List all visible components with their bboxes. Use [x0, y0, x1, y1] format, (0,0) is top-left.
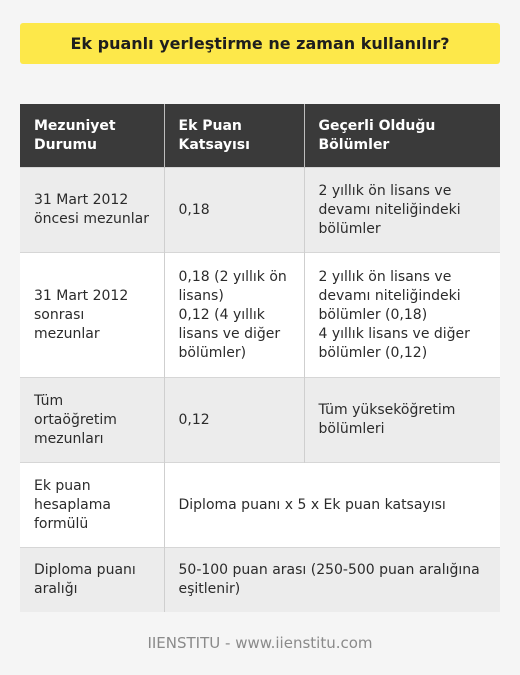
footer-credit: IIENSTITU - www.iienstitu.com: [147, 634, 373, 652]
cell-departments: 2 yıllık ön lisans ve devamı niteliğindeki bölümler: [304, 168, 500, 253]
cell-status: 31 Mart 2012 sonrası mezunlar: [20, 253, 164, 378]
table-row: [20, 378, 500, 463]
cell-coefficient: 0,18 (2 yıllık ön lisans) 0,12 (4 yıllık lisans ve diğer bölümler): [164, 253, 304, 378]
header-graduation-status: Mezuniyet Durumu: [20, 104, 164, 168]
header-coefficient: Ek Puan Katsayısı: [164, 104, 304, 168]
cell-departments: 2 yıllık ön lisans ve devamı niteliğindeki bölümler (0,18) 4 yıllık lisans ve diğer bölümler (0,12): [304, 253, 500, 378]
table-row: [20, 168, 500, 253]
cell-range: 50-100 puan arası (250-500 puan aralığına eşitlenir): [164, 548, 500, 613]
cell-departments: Tüm yükseköğretim bölümleri: [304, 378, 500, 463]
table-row: [20, 463, 500, 548]
cell-label: Diploma puanı aralığı: [20, 548, 164, 613]
info-table: [20, 104, 500, 612]
cell-formula: Diploma puanı x 5 x Ek puan katsayısı: [164, 463, 500, 548]
header-valid-departments: Geçerli Olduğu Bölümler: [304, 104, 500, 168]
table-row: [20, 548, 500, 613]
table-row: [20, 253, 500, 378]
cell-status: 31 Mart 2012 öncesi mezunlar: [20, 168, 164, 253]
cell-status: Tüm ortaöğretim mezunları: [20, 378, 164, 463]
cell-coefficient: 0,12: [164, 378, 304, 463]
table-header-row: [20, 104, 500, 168]
cell-label: Ek puan hesaplama formülü: [20, 463, 164, 548]
page-title: Ek puanlı yerleştirme ne zaman kullanılır?: [20, 23, 500, 64]
cell-coefficient: 0,18: [164, 168, 304, 253]
